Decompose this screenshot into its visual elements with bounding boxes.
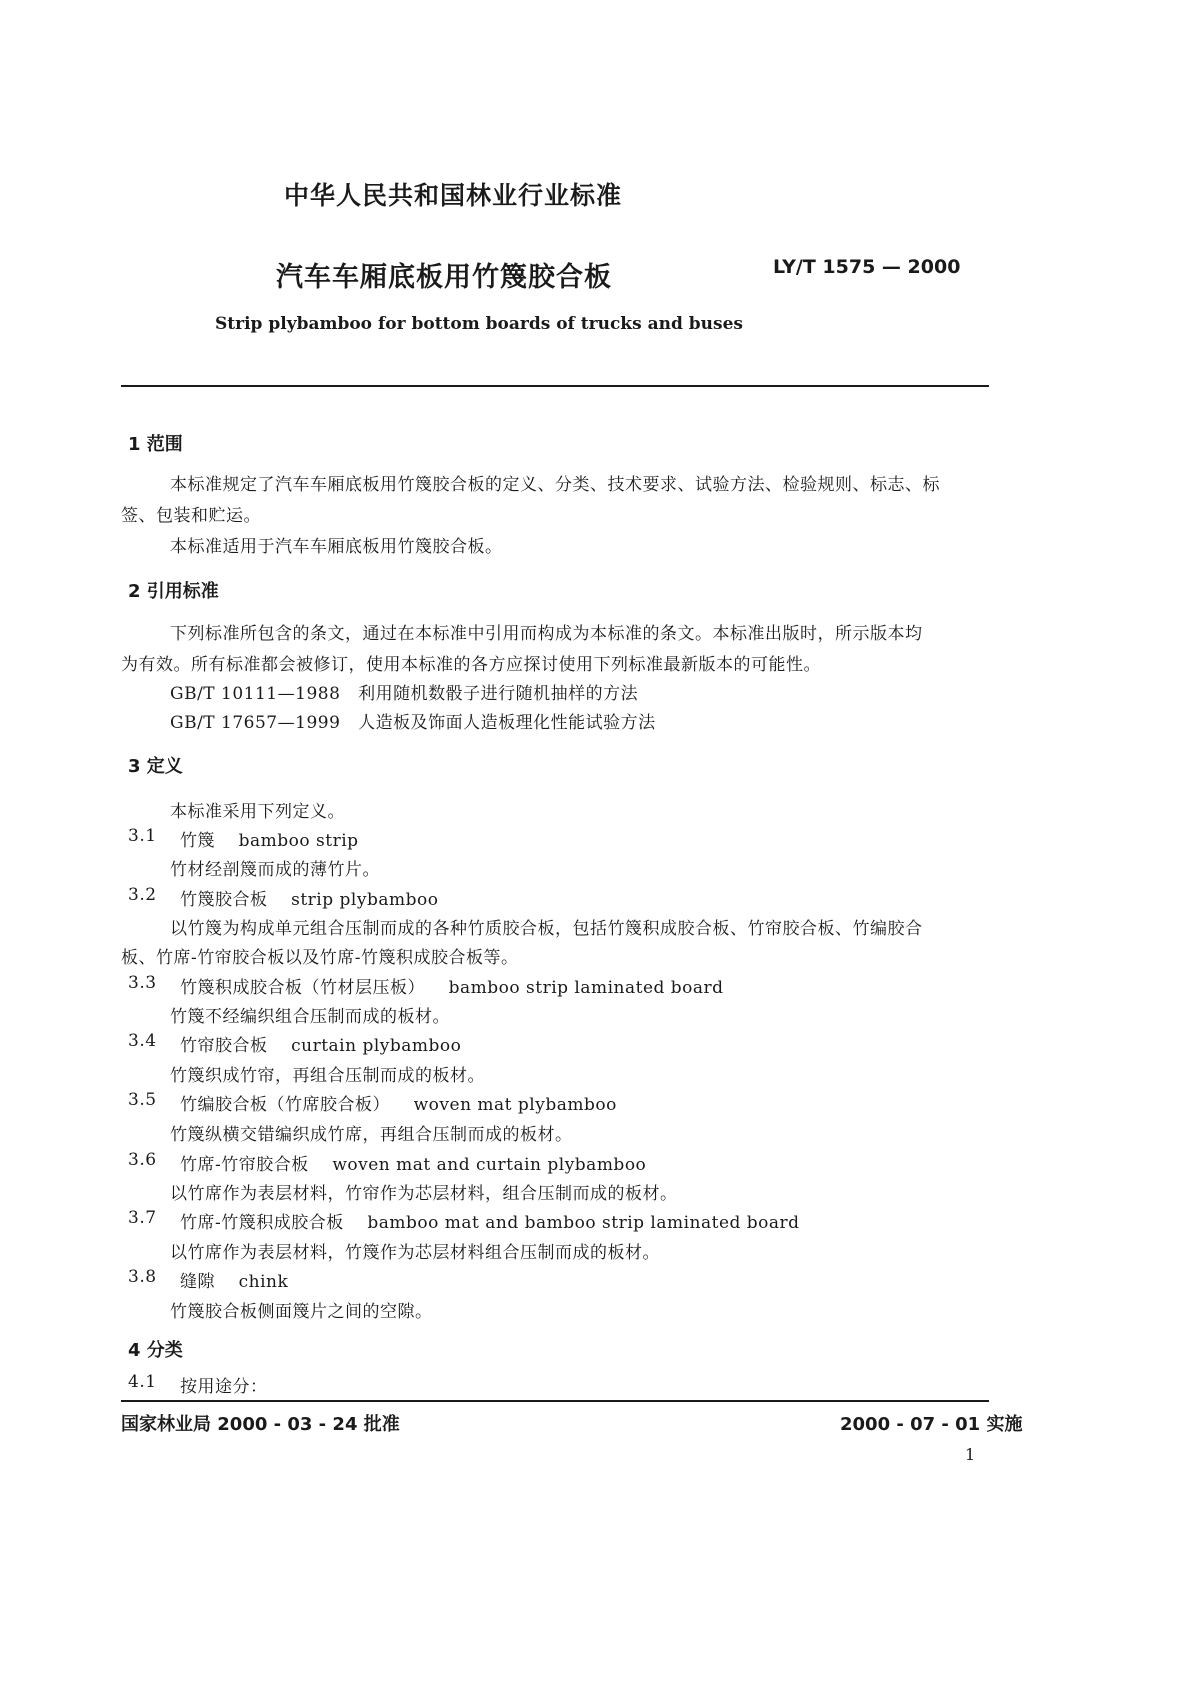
- section-3-intro: 本标准采用下列定义。: [170, 802, 345, 822]
- term-number: 3.3: [128, 973, 157, 993]
- section-1-paragraph-line2: 签、包装和贮运。: [121, 506, 261, 526]
- page-number: 1: [965, 1445, 976, 1464]
- term-definition: 以竹篾为构成单元组合压制而成的各种竹质胶合板，包括竹篾积成胶合板、竹帘胶合板、竹编胶合: [170, 919, 923, 939]
- reference-item: GB/T 17657—1999 人造板及饰面人造板理化性能试验方法: [170, 713, 656, 733]
- term-number: 3.5: [128, 1090, 157, 1110]
- classification-item-text: 按用途分：: [180, 1377, 268, 1397]
- term-number: 3.1: [128, 826, 157, 846]
- section-1-paragraph2: 本标准适用于汽车车厢底板用竹篾胶合板。: [170, 537, 503, 557]
- section-2-paragraph-line2: 为有效。所有标准都会被修订，使用本标准的各方应探讨使用下列标准最新版本的可能性。: [121, 655, 821, 675]
- section-4-heading: 4 分类: [128, 1340, 183, 1361]
- term-definition: 竹材经剖篾而成的薄竹片。: [170, 860, 380, 880]
- footer-rule: [121, 1400, 989, 1402]
- term-number: 3.8: [128, 1267, 157, 1287]
- term-definition: 竹篾不经编织组合压制而成的板材。: [170, 1007, 450, 1027]
- section-1-heading: 1 范围: [128, 434, 183, 455]
- classification-item-number: 4.1: [128, 1372, 157, 1392]
- section-1-paragraph-line1: 本标准规定了汽车车厢底板用竹篾胶合板的定义、分类、技术要求、试验方法、检验规则、标志、标: [170, 475, 940, 495]
- document-title: 汽车车厢底板用竹篾胶合板: [276, 262, 612, 293]
- effective-date: 2000 - 07 - 01 实施: [840, 1414, 1023, 1435]
- org-title: 中华人民共和国林业行业标准: [284, 181, 623, 210]
- term-definition: 以竹席作为表层材料，竹篾作为芯层材料组合压制而成的板材。: [170, 1243, 660, 1263]
- term-title: 竹席-竹帘胶合板 woven mat and curtain plybamboo: [180, 1155, 647, 1175]
- term-definition: 竹篾纵横交错编织成竹席，再组合压制而成的板材。: [170, 1125, 573, 1145]
- term-title: 竹编胶合板（竹席胶合板） woven mat plybamboo: [180, 1095, 617, 1115]
- reference-item: GB/T 10111—1988 利用随机数骰子进行随机抽样的方法: [170, 684, 639, 704]
- term-definition: 竹篾胶合板侧面篾片之间的空隙。: [170, 1302, 433, 1322]
- term-title: 竹篾积成胶合板（竹材层压板） bamboo strip laminated board: [180, 978, 724, 998]
- term-title: 竹帘胶合板 curtain plybamboo: [180, 1036, 462, 1056]
- term-number: 3.2: [128, 885, 157, 905]
- section-2-heading: 2 引用标准: [128, 581, 219, 602]
- term-definition: 以竹席作为表层材料，竹帘作为芯层材料，组合压制而成的板材。: [170, 1184, 678, 1204]
- english-title: Strip plybamboo for bottom boards of trucks and buses: [215, 314, 743, 334]
- term-definition-continued: 板、竹席-竹帘胶合板以及竹席-竹篾积成胶合板等。: [121, 948, 519, 968]
- term-number: 3.4: [128, 1031, 157, 1051]
- approval-line: 国家林业局 2000 - 03 - 24 批准: [121, 1414, 400, 1435]
- standard-code: LY/T 1575 — 2000: [773, 256, 961, 278]
- term-definition: 竹篾织成竹帘，再组合压制而成的板材。: [170, 1066, 485, 1086]
- term-number: 3.6: [128, 1150, 157, 1170]
- term-title: 竹篾胶合板 strip plybamboo: [180, 890, 439, 910]
- term-number: 3.7: [128, 1208, 157, 1228]
- term-title: 竹席-竹篾积成胶合板 bamboo mat and bamboo strip laminated board: [180, 1213, 800, 1233]
- term-title: 缝隙 chink: [180, 1272, 289, 1292]
- section-3-heading: 3 定义: [128, 756, 183, 777]
- section-2-paragraph-line1: 下列标准所包含的条文，通过在本标准中引用而构成为本标准的条文。本标准出版时，所示版本均: [170, 624, 923, 644]
- header-rule: [121, 385, 989, 387]
- term-title: 竹篾 bamboo strip: [180, 831, 359, 851]
